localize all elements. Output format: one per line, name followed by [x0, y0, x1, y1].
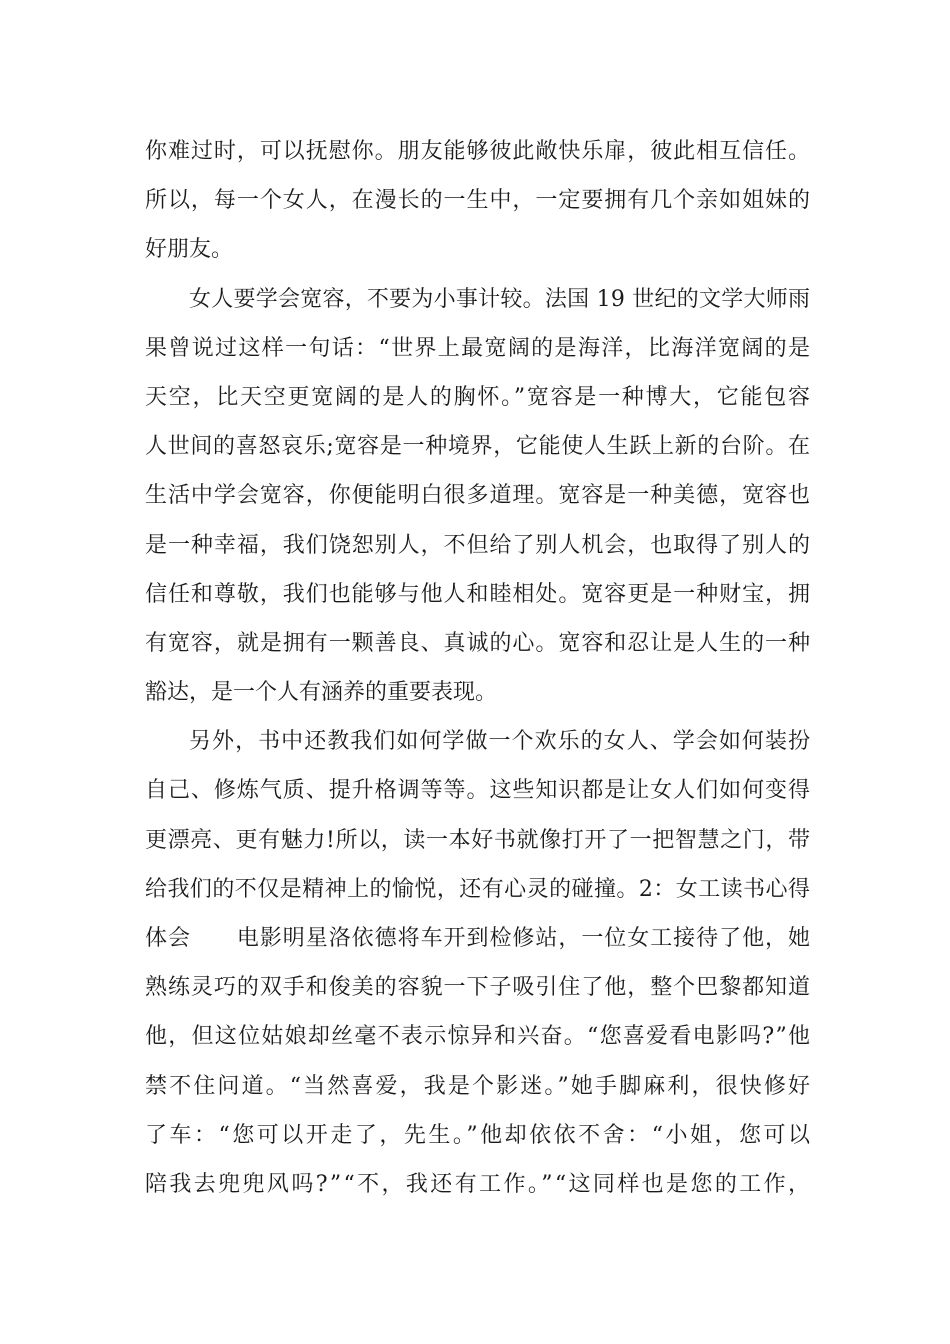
text-line: 给我们的不仅是精神上的愉悦，还有心灵的碰撞。2：女工读书心得 [145, 876, 811, 902]
text-line: 好朋友。 [145, 237, 234, 263]
text-line: 人世间的喜怒哀乐;宽容是一种境界，它能使人生跃上新的台阶。在 [145, 434, 811, 460]
text-line: 是一种幸福，我们饶恕别人，不但给了别人机会，也取得了别人的 [145, 532, 811, 558]
text-line: 更漂亮、更有魅力!所以，读一本好书就像打开了一把智慧之门，带 [145, 827, 811, 853]
text-line: 他，但这位姑娘却丝毫不表示惊异和兴奋。“您喜爱看电影吗?”他 [145, 1024, 812, 1050]
text-line: 熟练灵巧的双手和俊美的容貌一下子吸引住了他，整个巴黎都知道 [145, 975, 811, 1001]
body-text [145, 127, 813, 1209]
text-line: 另外，书中还教我们如何学做一个欢乐的女人、学会如何装扮 [189, 729, 812, 755]
text-line: 女人要学会宽容，不要为小事计较。法国 19 世纪的文学大师雨 [189, 286, 811, 312]
text-line: 果曾说过这样一句话：“世界上最宽阔的是海洋，比海洋宽阔的是 [145, 335, 812, 361]
text-line: 天空，比天空更宽阔的是人的胸怀。”宽容是一种博大，它能包容 [145, 384, 812, 410]
text-line: 自己、修炼气质、提升格调等等。这些知识都是让女人们如何变得 [145, 778, 811, 804]
text-line: 豁达，是一个人有涵养的重要表现。 [145, 680, 498, 706]
text-line: 你难过时，可以抚慰你。朋友能够彼此敞快乐扉，彼此相互信任。 [145, 139, 811, 164]
text-line: 禁不住问道。“当然喜爱，我是个影迷。”她手脚麻利，很快修好 [145, 1073, 813, 1099]
text-line: 了车：“您可以开走了，先生。”他却依依不舍：“小姐，您可以 [145, 1122, 813, 1148]
text-line: 所以，每一个女人，在漫长的一生中，一定要拥有几个亲如姐妹的 [145, 188, 811, 214]
text-line: 陪我去兜兜风吗?”“不，我还有工作。”“这同样也是您的工作， [145, 1171, 813, 1197]
text-line: 生活中学会宽容，你便能明白很多道理。宽容是一种美德，宽容也 [145, 483, 811, 509]
text-line: 有宽容，就是拥有一颗善良、真诚的心。宽容和忍让是人生的一种 [145, 630, 811, 656]
text-line: 信任和尊敬，我们也能够与他人和睦相处。宽容更是一种财宝，拥 [145, 581, 811, 607]
text-line: 体会 电影明星洛依德将车开到检修站，一位女工接待了他，她 [145, 926, 811, 951]
